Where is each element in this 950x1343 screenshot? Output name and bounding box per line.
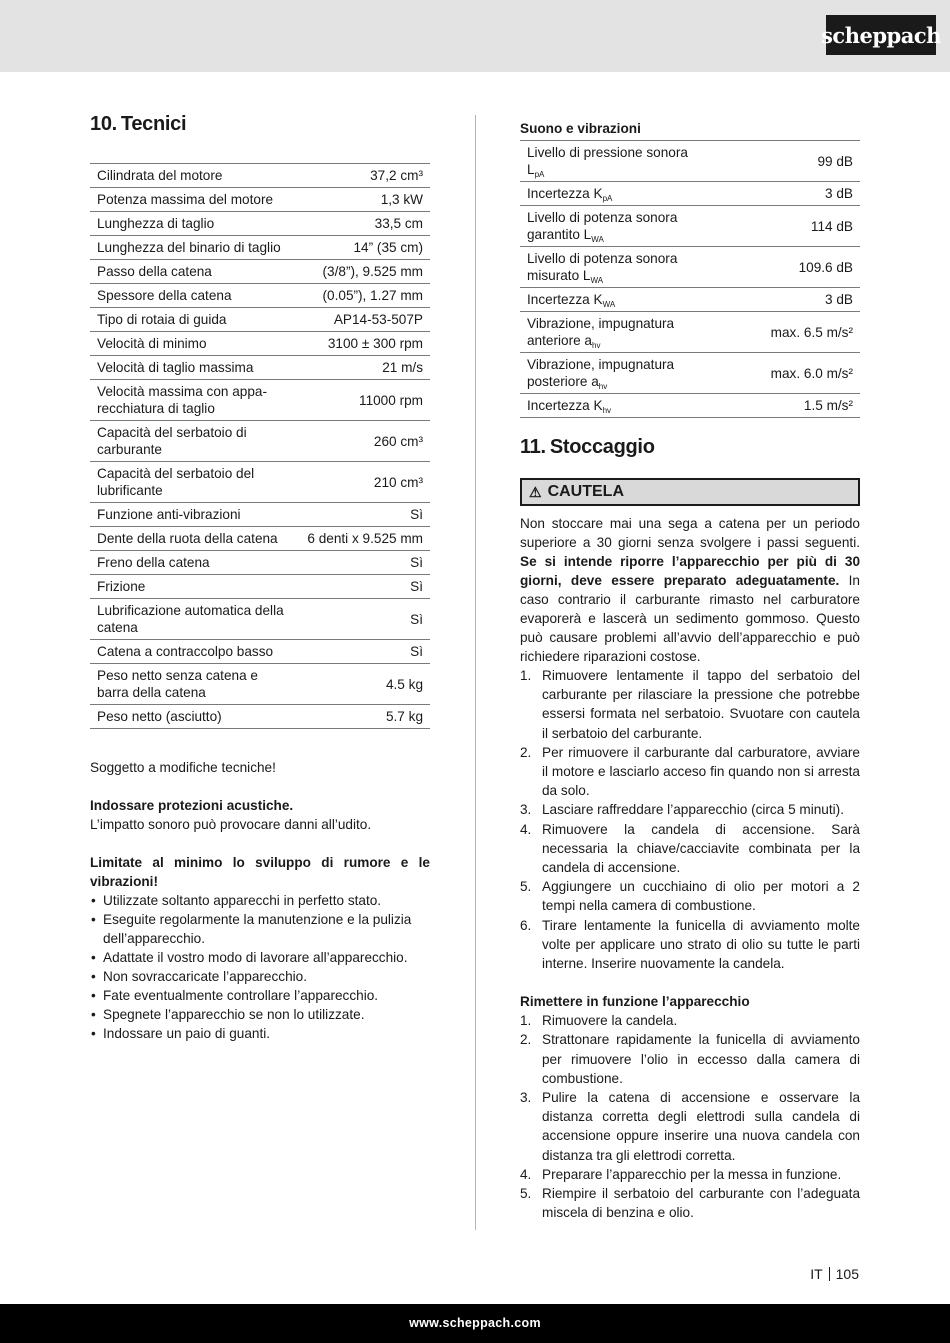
page-number xyxy=(810,1266,859,1282)
spec-value: AP14-53-507P xyxy=(294,308,430,332)
sound-row xyxy=(520,206,860,247)
bullet-item: • Spegnete l’apparecchio se non lo utilizzate. xyxy=(90,1005,430,1024)
bullet-item: • Adattate il vostro modo di lavorare all’apparecchio. xyxy=(90,948,430,967)
storage-intro xyxy=(520,514,860,666)
noise-bullets xyxy=(90,891,430,1043)
sound-label xyxy=(520,206,714,247)
step-text: Rimuovere lentamente il tappo del serbatoio del carburante per rilasciare la pressione che potrebbe essersi formata nel serbatoio. Svuotare con cautela il serbatoio del carburante. xyxy=(542,668,860,741)
spec-label: Peso netto (asciutto) xyxy=(90,705,294,729)
sound-label xyxy=(520,394,714,418)
step-item xyxy=(520,820,860,878)
section-number: 10. xyxy=(90,113,117,135)
spec-label: Funzione anti-vibrazioni xyxy=(90,503,294,527)
sound-label-subscript: hv xyxy=(592,341,601,350)
spec-row xyxy=(90,599,430,640)
sound-row xyxy=(520,182,860,206)
spec-row xyxy=(90,527,430,551)
sound-row xyxy=(520,312,860,353)
bullet-item: • Non sovraccaricate l’apparecchio. xyxy=(90,967,430,986)
spec-label: Velocità di taglio massima xyxy=(90,356,294,380)
step-number: 2. xyxy=(520,744,532,760)
spec-value: 21 m/s xyxy=(294,356,430,380)
spec-label: Capacità del serbatoio del lubrificante xyxy=(90,462,294,503)
spec-row xyxy=(90,551,430,575)
section-title-storage xyxy=(520,436,860,459)
bullet-item: • Eseguite regolarmente la manutenzione e la pulizia dell’apparecchio. xyxy=(90,910,430,948)
spec-row xyxy=(90,236,430,260)
spec-value: 1,3 kW xyxy=(294,188,430,212)
spec-row xyxy=(90,640,430,664)
step-text: Rimuovere la candela di accensione. Sarà necessaria la chiave/cacciavite combinata per la candela di accensione. xyxy=(542,821,860,876)
sound-label xyxy=(520,312,714,353)
page-language: IT xyxy=(810,1266,823,1282)
restart-steps xyxy=(520,1011,860,1222)
column-divider xyxy=(475,115,476,1230)
spec-value: Sì xyxy=(294,640,430,664)
step-item xyxy=(520,666,860,743)
sound-label-subscript: pA xyxy=(602,194,613,203)
brand-logo-text: scheppach xyxy=(821,22,941,48)
spec-label: Freno della catena xyxy=(90,551,294,575)
header-bar xyxy=(0,0,950,72)
step-number: 6. xyxy=(520,917,532,933)
spec-value: 210 cm³ xyxy=(294,462,430,503)
spec-row xyxy=(90,188,430,212)
spec-label: Tipo di rotaia di guida xyxy=(90,308,294,332)
step-text: Strattonare rapidamente la funicella di avviamento per rimuovere l’olio in eccesso dalla camera di combustione. xyxy=(542,1032,860,1086)
sound-row xyxy=(520,247,860,288)
step-number: 1. xyxy=(520,1013,532,1029)
spec-label: Lunghezza del binario di taglio xyxy=(90,236,294,260)
sound-label xyxy=(520,288,714,312)
spec-value: 14” (35 cm) xyxy=(294,236,430,260)
step-text: Preparare l’apparecchio per la messa in funzione. xyxy=(542,1166,842,1182)
hearing-protection-text: L’impatto sonoro può provocare danni all’udito. xyxy=(90,817,372,832)
spec-row xyxy=(90,284,430,308)
spec-value: 33,5 cm xyxy=(294,212,430,236)
spec-row xyxy=(90,705,430,729)
spec-label: Velocità di minimo xyxy=(90,332,294,356)
spec-row xyxy=(90,332,430,356)
sound-label-text: Livello di potenza sonora garantito L xyxy=(527,210,678,242)
sound-label-subscript: hv xyxy=(598,382,608,391)
page-number-value: 105 xyxy=(835,1266,859,1282)
noise-limit-title: Limitate al minimo lo sviluppo di rumore e le vibrazioni! xyxy=(90,855,430,889)
sound-label xyxy=(520,141,714,182)
caution-box xyxy=(520,478,860,506)
step-number: 3. xyxy=(520,1090,532,1106)
sound-value: 3 dB xyxy=(714,288,860,312)
bullet-item: • Utilizzate soltanto apparecchi in perfetto stato. xyxy=(90,891,430,910)
step-item xyxy=(520,1165,860,1184)
step-number: 2. xyxy=(520,1032,532,1048)
storage-intro-text-2: In caso contrario il carburante rimasto nel carburatore evaporerà e lascerà un sedimento gommoso. Questo può causare problemi all’avvio dell’apparecchio e può richiedere riparazioni costose. xyxy=(520,573,860,664)
sound-label-subscript: WA xyxy=(591,235,604,244)
sound-vibration-title: Suono e vibrazioni xyxy=(520,121,641,136)
sound-label-text: Livello di pressione sonora L xyxy=(527,145,688,177)
spec-row xyxy=(90,421,430,462)
sound-value: 109.6 dB xyxy=(714,247,860,288)
step-item xyxy=(520,877,860,915)
step-number: 4. xyxy=(520,1166,532,1182)
sound-row xyxy=(520,394,860,418)
step-number: 5. xyxy=(520,879,532,895)
spec-label: Lunghezza di taglio xyxy=(90,212,294,236)
warning-triangle-icon: ⚠ xyxy=(529,483,542,500)
spec-value: 3100 ± 300 rpm xyxy=(294,332,430,356)
brand-logo xyxy=(821,15,941,55)
spec-label: Capacità del serbatoio di carburante xyxy=(90,421,294,462)
step-item xyxy=(520,743,860,801)
sound-label-text: Vibrazione, impugnatura posteriore a xyxy=(527,357,675,389)
step-number: 1. xyxy=(520,668,532,683)
caution-label: CAUTELA xyxy=(547,483,624,500)
sound-label-text: Incertezza K xyxy=(527,398,603,413)
spec-label: Peso netto senza catena e barra della catena xyxy=(90,664,294,705)
sound-value: 114 dB xyxy=(714,206,860,247)
step-item xyxy=(520,1030,860,1088)
footer-url[interactable]: www.scheppach.com xyxy=(409,1316,541,1330)
spec-value: Sì xyxy=(294,503,430,527)
sound-label-text: Livello di potenza sonora misurato L xyxy=(527,251,678,283)
right-column xyxy=(520,120,860,1222)
spec-value: (3/8”), 9.525 mm xyxy=(294,260,430,284)
step-text: Riempire il serbatoio del carburante con l’adeguata miscela di benzina e olio. xyxy=(542,1186,860,1221)
step-item xyxy=(520,800,860,819)
sound-label xyxy=(520,353,714,394)
sound-label xyxy=(520,247,714,288)
spec-value: Sì xyxy=(294,575,430,599)
spec-row xyxy=(90,212,430,236)
spec-value: (0.05”), 1.27 mm xyxy=(294,284,430,308)
sound-row xyxy=(520,353,860,394)
spec-value: Sì xyxy=(294,551,430,575)
step-item xyxy=(520,1088,860,1165)
spec-value: Sì xyxy=(294,599,430,640)
spec-label: Lubrificazione automatica della catena xyxy=(90,599,294,640)
storage-intro-text-1: Non stoccare mai una sega a catena per un periodo superiore a 30 giorni senza svolgere i passi seguenti. xyxy=(520,516,860,550)
spec-label: Potenza massima del motore xyxy=(90,188,294,212)
sound-row xyxy=(520,288,860,312)
left-column xyxy=(90,113,430,1043)
step-text: Rimuovere la candela. xyxy=(542,1013,678,1029)
sound-label-text: Incertezza K xyxy=(527,186,603,201)
sound-label-text: Vibrazione, impugnatura anteriore a xyxy=(527,316,675,348)
spec-row xyxy=(90,380,430,421)
restart-title: Rimettere in funzione l’apparecchio xyxy=(520,994,750,1010)
spec-label: Spessore della catena xyxy=(90,284,294,308)
bullet-item: • Fate eventualmente controllare l’apparecchio. xyxy=(90,986,430,1005)
sound-value: max. 6.5 m/s² xyxy=(714,312,860,353)
step-text: Tirare lentamente la funicella di avviamento molte volte per applicare uno strato di olio su tutte le parti interne. Inserire nuovamente la candela. xyxy=(542,917,860,972)
spec-label: Passo della catena xyxy=(90,260,294,284)
spec-label: Cilindrata del motore xyxy=(90,164,294,188)
spec-label: Velocità massima con appa-recchiatura di taglio xyxy=(90,380,294,421)
spec-row xyxy=(90,462,430,503)
step-number: 5. xyxy=(520,1186,532,1202)
step-text: Lasciare raffreddare l’apparecchio (circa 5 minuti). xyxy=(542,802,844,818)
sound-value: max. 6.0 m/s² xyxy=(714,353,860,394)
spec-value: 5.7 kg xyxy=(294,705,430,729)
spec-label: Frizione xyxy=(90,575,294,599)
spec-value: 4.5 kg xyxy=(294,664,430,705)
spec-label: Catena a contraccolpo basso xyxy=(90,640,294,664)
step-item xyxy=(520,916,860,974)
step-text: Per rimuovere il carburante dal carburatore, avviare il motore e lasciarlo acceso fin quando non si arresta da solo. xyxy=(542,744,860,799)
sound-label-subscript: pA xyxy=(534,170,545,179)
tech-change-note: Soggetto a modifiche tecniche! xyxy=(90,760,276,775)
section-title-text: Tecnici xyxy=(120,113,187,135)
storage-section-title-text: Stoccaggio xyxy=(549,436,655,458)
sound-label-subscript: WA xyxy=(590,276,604,285)
step-item xyxy=(520,1184,860,1222)
sound-label-subscript: hv xyxy=(602,406,612,415)
spec-value: 11000 rpm xyxy=(294,380,430,421)
sound-value: 99 dB xyxy=(714,141,860,182)
spec-row xyxy=(90,575,430,599)
step-number: 3. xyxy=(520,802,532,818)
sound-label xyxy=(520,182,714,206)
step-item xyxy=(520,1011,860,1030)
bullet-item: • Indossare un paio di guanti. xyxy=(90,1024,430,1043)
sound-table xyxy=(520,140,860,418)
sound-value: 1.5 m/s² xyxy=(714,394,860,418)
spec-value: 37,2 cm³ xyxy=(294,164,430,188)
step-text: Pulire la catena di accensione e osservare la distanza corretta degli elettrodi sulla candela di accensione oppure inserire una nuova candela con distanza tra gli elettrodi corretta. xyxy=(542,1090,860,1163)
section-title-technical xyxy=(90,113,430,136)
sound-value: 3 dB xyxy=(714,182,860,206)
hearing-protection-title: Indossare protezioni acustiche. xyxy=(90,798,294,813)
spec-row xyxy=(90,503,430,527)
spec-row xyxy=(90,260,430,284)
sound-label-subscript: WA xyxy=(602,300,616,309)
spec-value: 6 denti x 9.525 mm xyxy=(294,527,430,551)
storage-intro-bold: Se si intende riporre l’apparecchio per più di 30 giorni, deve essere preparato adeguatamente. xyxy=(520,554,860,588)
spec-row xyxy=(90,664,430,705)
spec-value: 260 cm³ xyxy=(294,421,430,462)
spec-row xyxy=(90,356,430,380)
sound-row xyxy=(520,141,860,182)
sound-label-text: Incertezza K xyxy=(527,292,603,307)
step-text: Aggiungere un cucchiaino di olio per motori a 2 tempi nella camera di combustione. xyxy=(542,879,860,914)
specs-table xyxy=(90,163,430,729)
step-number: 4. xyxy=(520,821,532,837)
spec-row xyxy=(90,308,430,332)
storage-steps xyxy=(520,666,860,973)
footer-bar xyxy=(0,1304,950,1343)
spec-label: Dente della ruota della catena xyxy=(90,527,294,551)
storage-section-number: 11. xyxy=(520,436,546,458)
spec-row xyxy=(90,164,430,188)
